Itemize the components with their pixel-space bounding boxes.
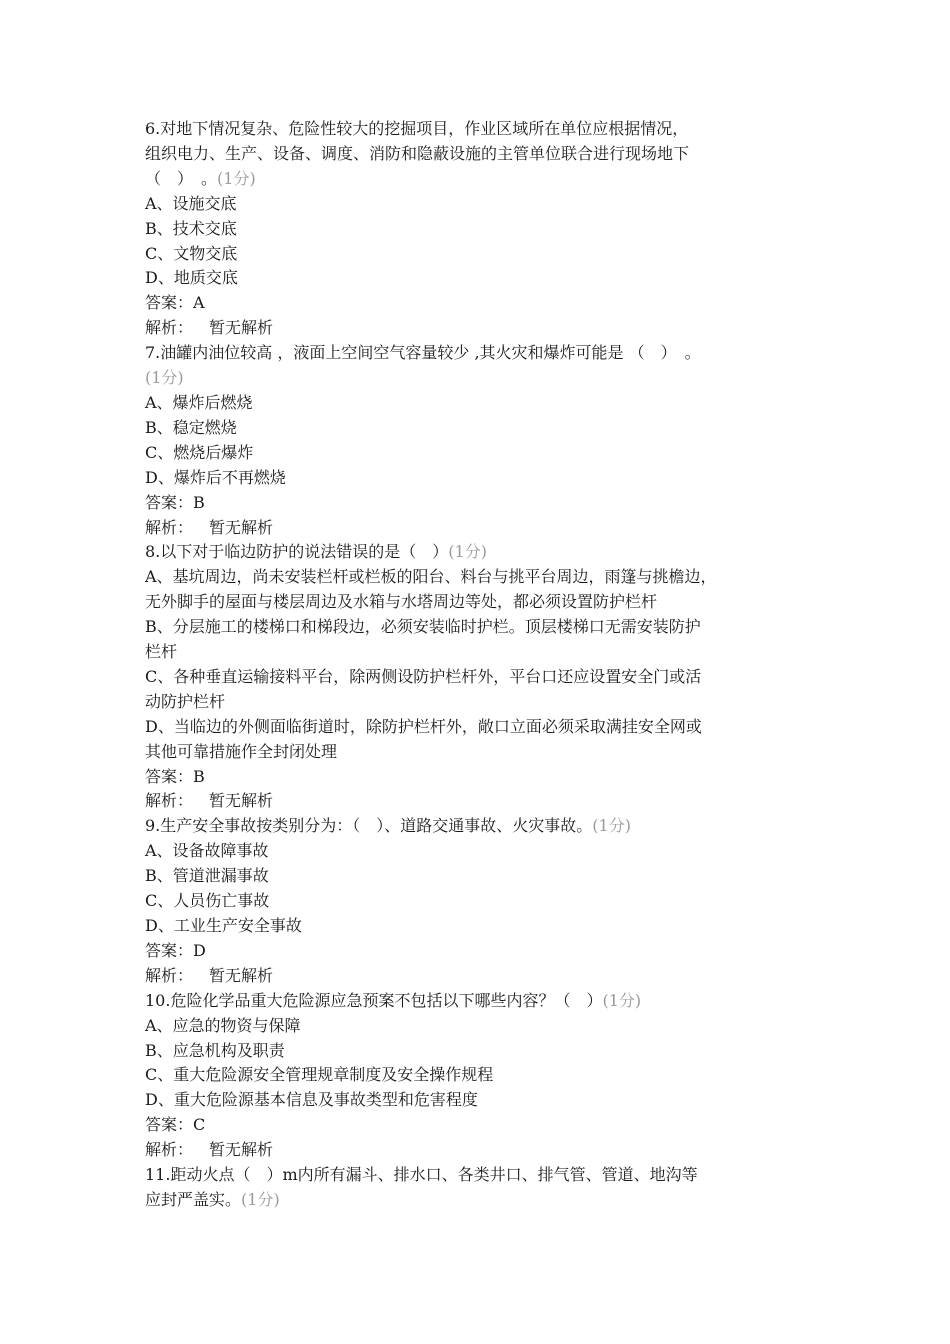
question-7-option-c: C、燃烧后爆炸 bbox=[145, 442, 254, 462]
explain-text: 暂无解析 bbox=[209, 318, 274, 338]
question-10-explanation bbox=[145, 1138, 835, 1163]
question-9-option-b: B、管道泄漏事故 bbox=[145, 866, 269, 886]
question-10-option-d: D、重大危险源基本信息及事故类型和危害程度 bbox=[145, 1090, 478, 1110]
question-8-option-c-line-1: C、各种垂直运输接料平台，除两侧设防护栏杆外，平台口还应设置安全门或活 bbox=[145, 666, 702, 686]
question-8-option-c-line-2: 动防护栏杆 bbox=[145, 691, 226, 711]
question-9-stem: 9.生产安全事故按类别分为：（ ）、道路交通事故、火灾事故。 bbox=[145, 816, 593, 836]
explain-text: 暂无解析 bbox=[209, 1140, 274, 1160]
question-11-score: (1分) bbox=[241, 1189, 280, 1209]
question-6-option-d: D、地质交底 bbox=[145, 268, 238, 288]
question-6-option-a: A、设施交底 bbox=[145, 193, 237, 213]
question-10-answer: 答案：C bbox=[145, 1115, 206, 1135]
question-9-option-a: A、设备故障事故 bbox=[145, 841, 269, 861]
question-10-stem-line-1 bbox=[145, 989, 835, 1014]
question-7-option-a: A、爆炸后燃烧 bbox=[145, 392, 253, 412]
question-8-option-a-line-1: A、基坑周边，尚未安装栏杆或栏板的阳台、料台与挑平台周边，雨篷与挑檐边， bbox=[145, 567, 717, 587]
question-6-stem-line-2: 组织电力、生产、设备、调度、消防和隐蔽设施的主管单位联合进行现场地下 bbox=[145, 143, 690, 163]
explain-text: 暂无解析 bbox=[209, 965, 274, 985]
question-10-option-c: C、重大危险源安全管理规章制度及安全操作规程 bbox=[145, 1065, 494, 1085]
question-8-stem-line-1 bbox=[145, 540, 835, 565]
question-7-option-b: B、稳定燃烧 bbox=[145, 417, 237, 437]
explain-label: 解析： bbox=[145, 965, 194, 985]
question-8-option-d-line-1: D、当临边的外侧面临街道时，除防护栏杆外，敞口立面必须采取满挂安全网或 bbox=[145, 716, 702, 736]
question-11-stem-tail: 应封严盖实。 bbox=[145, 1189, 242, 1209]
question-8-score: (1分) bbox=[448, 542, 487, 562]
question-6-explanation bbox=[145, 316, 835, 341]
question-10-stem: 10.危险化学品重大危险源应急预案不包括以下哪些内容？（ ） bbox=[145, 990, 603, 1010]
question-8-answer: 答案：B bbox=[145, 766, 205, 786]
question-9-option-c: C、人员伤亡事故 bbox=[145, 891, 270, 911]
question-9-stem-line-1 bbox=[145, 814, 835, 839]
question-6-stem-tail: （ ） 。 bbox=[145, 168, 218, 188]
question-6-answer: 答案：A bbox=[145, 293, 205, 313]
question-6-option-c: C、文物交底 bbox=[145, 243, 238, 263]
question-8-explanation bbox=[145, 789, 835, 814]
question-6-stem-line-1: 6.对地下情况复杂、危险性较大的挖掘项目，作业区域所在单位应根据情况， bbox=[145, 119, 689, 138]
question-8-option-d-line-2: 其他可靠措施作全封闭处理 bbox=[145, 741, 338, 761]
explain-label: 解析： bbox=[145, 517, 194, 537]
explain-label: 解析： bbox=[145, 791, 194, 811]
question-10-option-a: A、应急的物资与保障 bbox=[145, 1015, 301, 1035]
question-6-option-b: B、技术交底 bbox=[145, 218, 237, 238]
question-6 bbox=[145, 117, 835, 341]
question-7-answer: 答案：B bbox=[145, 492, 205, 512]
question-8-option-b-line-2: 栏杆 bbox=[145, 642, 178, 662]
question-6-score: (1分) bbox=[217, 168, 256, 188]
question-10-option-b: B、应急机构及职责 bbox=[145, 1040, 285, 1060]
question-7-option-d: D、爆炸后不再燃烧 bbox=[145, 467, 286, 487]
question-8-option-b-line-1: B、分层施工的楼梯口和梯段边，必须安装临时护栏。顶层楼梯口无需安装防护 bbox=[145, 617, 701, 637]
question-7-score: (1分) bbox=[145, 368, 184, 388]
question-9-explanation bbox=[145, 964, 835, 989]
question-9 bbox=[145, 814, 835, 988]
question-list bbox=[145, 117, 835, 1213]
question-10 bbox=[145, 989, 835, 1163]
question-7-stem-line-1: 7.油罐内油位较高 ，液面上空间空气容量较少 ,其火灾和爆炸可能是 （ ） 。 bbox=[145, 343, 701, 363]
question-11-stem-line-2 bbox=[145, 1188, 835, 1213]
question-8-option-a-line-2: 无外脚手的屋面与楼层周边及水箱与水塔周边等处，都必须设置防护栏杆 bbox=[145, 592, 658, 612]
question-7-explanation bbox=[145, 516, 835, 541]
question-8 bbox=[145, 540, 835, 814]
question-11 bbox=[145, 1163, 835, 1213]
explain-text: 暂无解析 bbox=[209, 791, 274, 811]
explain-text: 暂无解析 bbox=[209, 517, 274, 537]
question-7 bbox=[145, 341, 835, 540]
question-9-answer: 答案：D bbox=[145, 940, 206, 960]
explain-label: 解析： bbox=[145, 318, 194, 338]
question-6-stem-line-3 bbox=[145, 167, 835, 192]
question-10-score: (1分) bbox=[602, 990, 642, 1010]
question-9-score: (1分) bbox=[592, 816, 631, 836]
explain-label: 解析： bbox=[145, 1140, 194, 1160]
question-11-stem-line-1: 11.距动火点（ ）m内所有漏斗、排水口、各类井口、排气管、管道、地沟等 bbox=[145, 1165, 698, 1185]
question-8-stem: 8.以下对于临边防护的说法错误的是（ ） bbox=[145, 542, 449, 562]
question-9-option-d: D、工业生产安全事故 bbox=[145, 916, 302, 935]
